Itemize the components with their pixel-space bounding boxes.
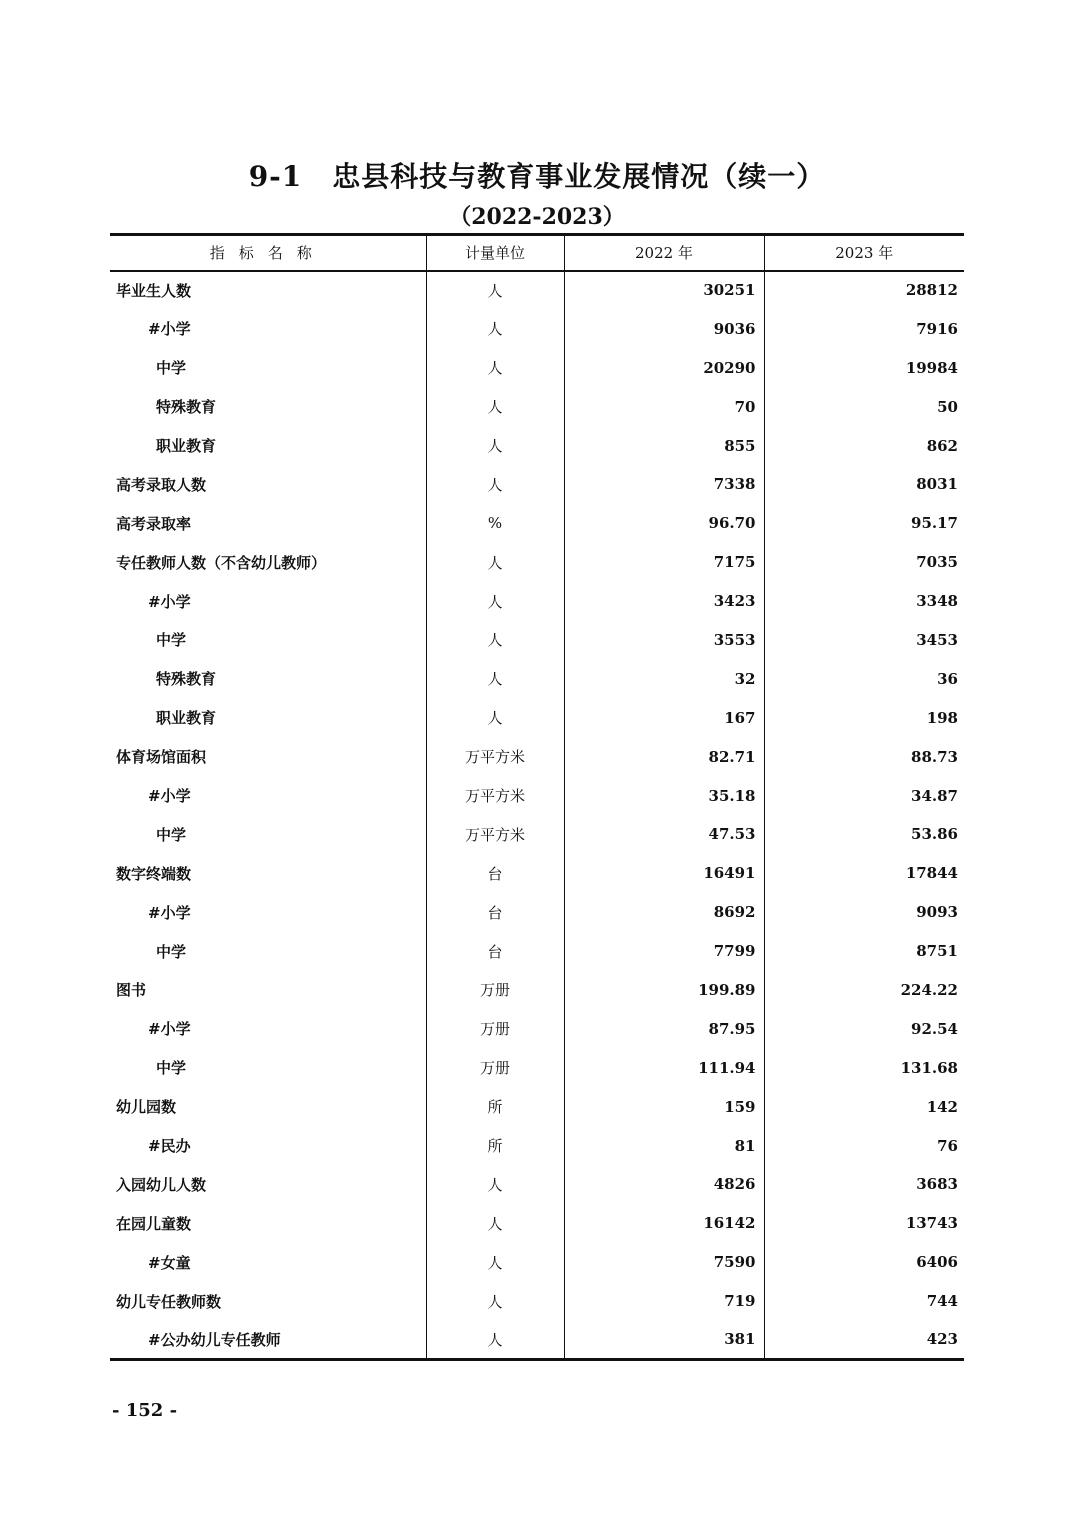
table-row [110,387,964,426]
unit-cell: 人 [426,582,564,621]
unit-cell: 万册 [426,1009,564,1048]
value-2023-cell: 862 [764,426,964,465]
unit-cell: 万册 [426,971,564,1010]
indicator-name-cell: 职业教育 [156,709,217,728]
indicator-name-cell: 中学 [156,942,187,961]
value-2022-cell: 7338 [564,465,764,504]
indicator-name-cell: #公办幼儿专任教师 [110,1321,426,1360]
indicator-name-cell: 幼儿专任教师数 [116,1292,222,1311]
table-row [110,465,964,504]
value-2023-cell: 17844 [764,854,964,893]
unit-cell: % [426,504,564,543]
table-row [110,893,964,932]
indicator-name-cell: 体育场馆面积 [116,748,207,767]
value-2023-cell: 88.73 [764,737,964,776]
value-2023-cell: 28812 [764,271,964,310]
indicator-name-cell: 中学 [156,1059,187,1078]
value-2023-cell: 9093 [764,893,964,932]
table-code: 9-1 [248,160,303,193]
value-2023-cell: 53.86 [764,815,964,854]
table-row [110,426,964,465]
value-2023-cell: 142 [764,1087,964,1126]
value-2023-cell: 50 [764,387,964,426]
value-2023-cell: 7035 [764,543,964,582]
column-header-2023: 2023 年 [764,235,964,271]
value-2023-cell: 423 [764,1321,964,1360]
table-title: 忠县科技与教育事业发展情况（续一） [332,160,826,193]
unit-cell: 人 [426,543,564,582]
value-2023-cell: 13743 [764,1204,964,1243]
value-2022-cell: 111.94 [564,1048,764,1087]
table-row [110,971,964,1010]
unit-cell: 人 [426,271,564,310]
unit-cell: 人 [426,387,564,426]
value-2023-cell: 3348 [764,582,964,621]
value-2023-cell: 76 [764,1126,964,1165]
value-2023-cell: 19984 [764,348,964,387]
year-range-subtitle: （2022-2023） [449,204,625,230]
table-row [110,271,964,310]
table-row [110,348,964,387]
table-row [110,1126,964,1165]
value-2022-cell: 4826 [564,1165,764,1204]
value-2022-cell: 199.89 [564,971,764,1010]
value-2022-cell: 9036 [564,309,764,348]
table-row [110,1204,964,1243]
unit-cell: 人 [426,426,564,465]
value-2022-cell: 719 [564,1282,764,1321]
indicator-name-cell: #民办 [148,1137,191,1156]
indicator-name-cell: 特殊教育 [156,398,217,417]
unit-cell: 所 [426,1087,564,1126]
value-2022-cell: 16142 [564,1204,764,1243]
indicator-name-cell: #女童 [148,1253,191,1272]
value-2023-cell: 744 [764,1282,964,1321]
table-row [110,776,964,815]
indicator-name-cell: 专任教师人数（不含幼儿教师） [116,553,327,572]
indicator-name-cell: 数字终端数 [116,864,192,883]
table-row [110,621,964,660]
table-row [110,737,964,776]
unit-cell: 人 [426,621,564,660]
table-row [110,815,964,854]
value-2022-cell: 35.18 [564,776,764,815]
value-2023-cell: 34.87 [764,776,964,815]
value-2022-cell: 855 [564,426,764,465]
value-2022-cell: 81 [564,1126,764,1165]
unit-cell: 人 [426,1243,564,1282]
value-2022-cell: 70 [564,387,764,426]
table-row [110,543,964,582]
table-row [110,582,964,621]
indicator-name-cell: 图书 [116,981,147,1000]
value-2023-cell: 3453 [764,621,964,660]
value-2022-cell: 47.53 [564,815,764,854]
value-2022-cell: 16491 [564,854,764,893]
indicator-name-cell: 中学 [156,825,187,844]
value-2022-cell: 82.71 [564,737,764,776]
table-row [110,1282,964,1321]
table-row [110,659,964,698]
indicator-name-cell: 高考录取率 [116,514,192,533]
column-header-unit: 计量单位 [426,235,564,271]
table-row [110,854,964,893]
indicator-name-cell: 中学 [156,359,187,378]
page-title [0,155,1074,195]
unit-cell: 万平方米 [426,737,564,776]
unit-cell: 万平方米 [426,776,564,815]
value-2022-cell: 3423 [564,582,764,621]
column-header-indicator: 指标名称 [110,235,426,271]
unit-cell: 台 [426,932,564,971]
value-2023-cell: 8751 [764,932,964,971]
unit-cell: 台 [426,854,564,893]
value-2023-cell: 6406 [764,1243,964,1282]
value-2022-cell: 7799 [564,932,764,971]
value-2023-cell: 198 [764,698,964,737]
value-2022-cell: 96.70 [564,504,764,543]
value-2023-cell: 224.22 [764,971,964,1010]
indicator-name-cell: 在园儿童数 [116,1214,192,1233]
indicator-name-cell: #小学 [148,787,191,806]
table-body [110,271,964,1360]
indicator-name-cell: #小学 [148,592,191,611]
value-2022-cell: 167 [564,698,764,737]
value-2022-cell: 87.95 [564,1009,764,1048]
value-2023-cell: 95.17 [764,504,964,543]
unit-cell: 人 [426,1282,564,1321]
table-header-row [110,235,964,271]
value-2022-cell: 3553 [564,621,764,660]
unit-cell: 人 [426,698,564,737]
value-2022-cell: 7175 [564,543,764,582]
table-row [110,932,964,971]
value-2023-cell: 7916 [764,309,964,348]
indicator-name-cell: #小学 [148,320,191,339]
value-2022-cell: 32 [564,659,764,698]
indicator-name-cell: 幼儿园数 [116,1098,177,1117]
unit-cell: 万平方米 [426,815,564,854]
statistics-table [110,233,964,1361]
indicator-name-cell: 职业教育 [156,437,217,455]
unit-cell: 所 [426,1126,564,1165]
value-2022-cell: 7590 [564,1243,764,1282]
value-2022-cell: 381 [564,1321,764,1360]
unit-cell: 台 [426,893,564,932]
indicator-name-cell: #小学 [148,1020,191,1039]
value-2022-cell: 8692 [564,893,764,932]
value-2023-cell: 3683 [764,1165,964,1204]
table-row [110,698,964,737]
table-row [110,1087,964,1126]
unit-cell: 万册 [426,1048,564,1087]
indicator-name-cell: 毕业生人数 [116,281,192,300]
page-number: - 152 - [112,1400,178,1421]
table-row [110,309,964,348]
value-2022-cell: 20290 [564,348,764,387]
unit-cell: 人 [426,348,564,387]
table-row [110,1048,964,1087]
table-row [110,1243,964,1282]
indicator-name-cell: 中学 [156,631,187,650]
column-header-2022: 2022 年 [564,235,764,271]
unit-cell: 人 [426,659,564,698]
unit-cell: 人 [426,1165,564,1204]
value-2023-cell: 8031 [764,465,964,504]
unit-cell: 人 [426,465,564,504]
table-row [110,1009,964,1048]
unit-cell: 人 [426,1204,564,1243]
value-2023-cell: 131.68 [764,1048,964,1087]
value-2022-cell: 159 [564,1087,764,1126]
table-row [110,1321,964,1360]
indicator-name-cell: #小学 [148,903,191,922]
value-2022-cell: 30251 [564,271,764,310]
unit-cell: 人 [426,309,564,348]
unit-cell: 人 [426,1321,564,1360]
table-row [110,504,964,543]
indicator-name-cell: 特殊教育 [156,670,217,689]
value-2023-cell: 92.54 [764,1009,964,1048]
value-2023-cell: 36 [764,659,964,698]
indicator-name-cell: 高考录取人数 [116,475,207,494]
table-row [110,1165,964,1204]
indicator-name-cell: 入园幼儿人数 [116,1175,207,1194]
